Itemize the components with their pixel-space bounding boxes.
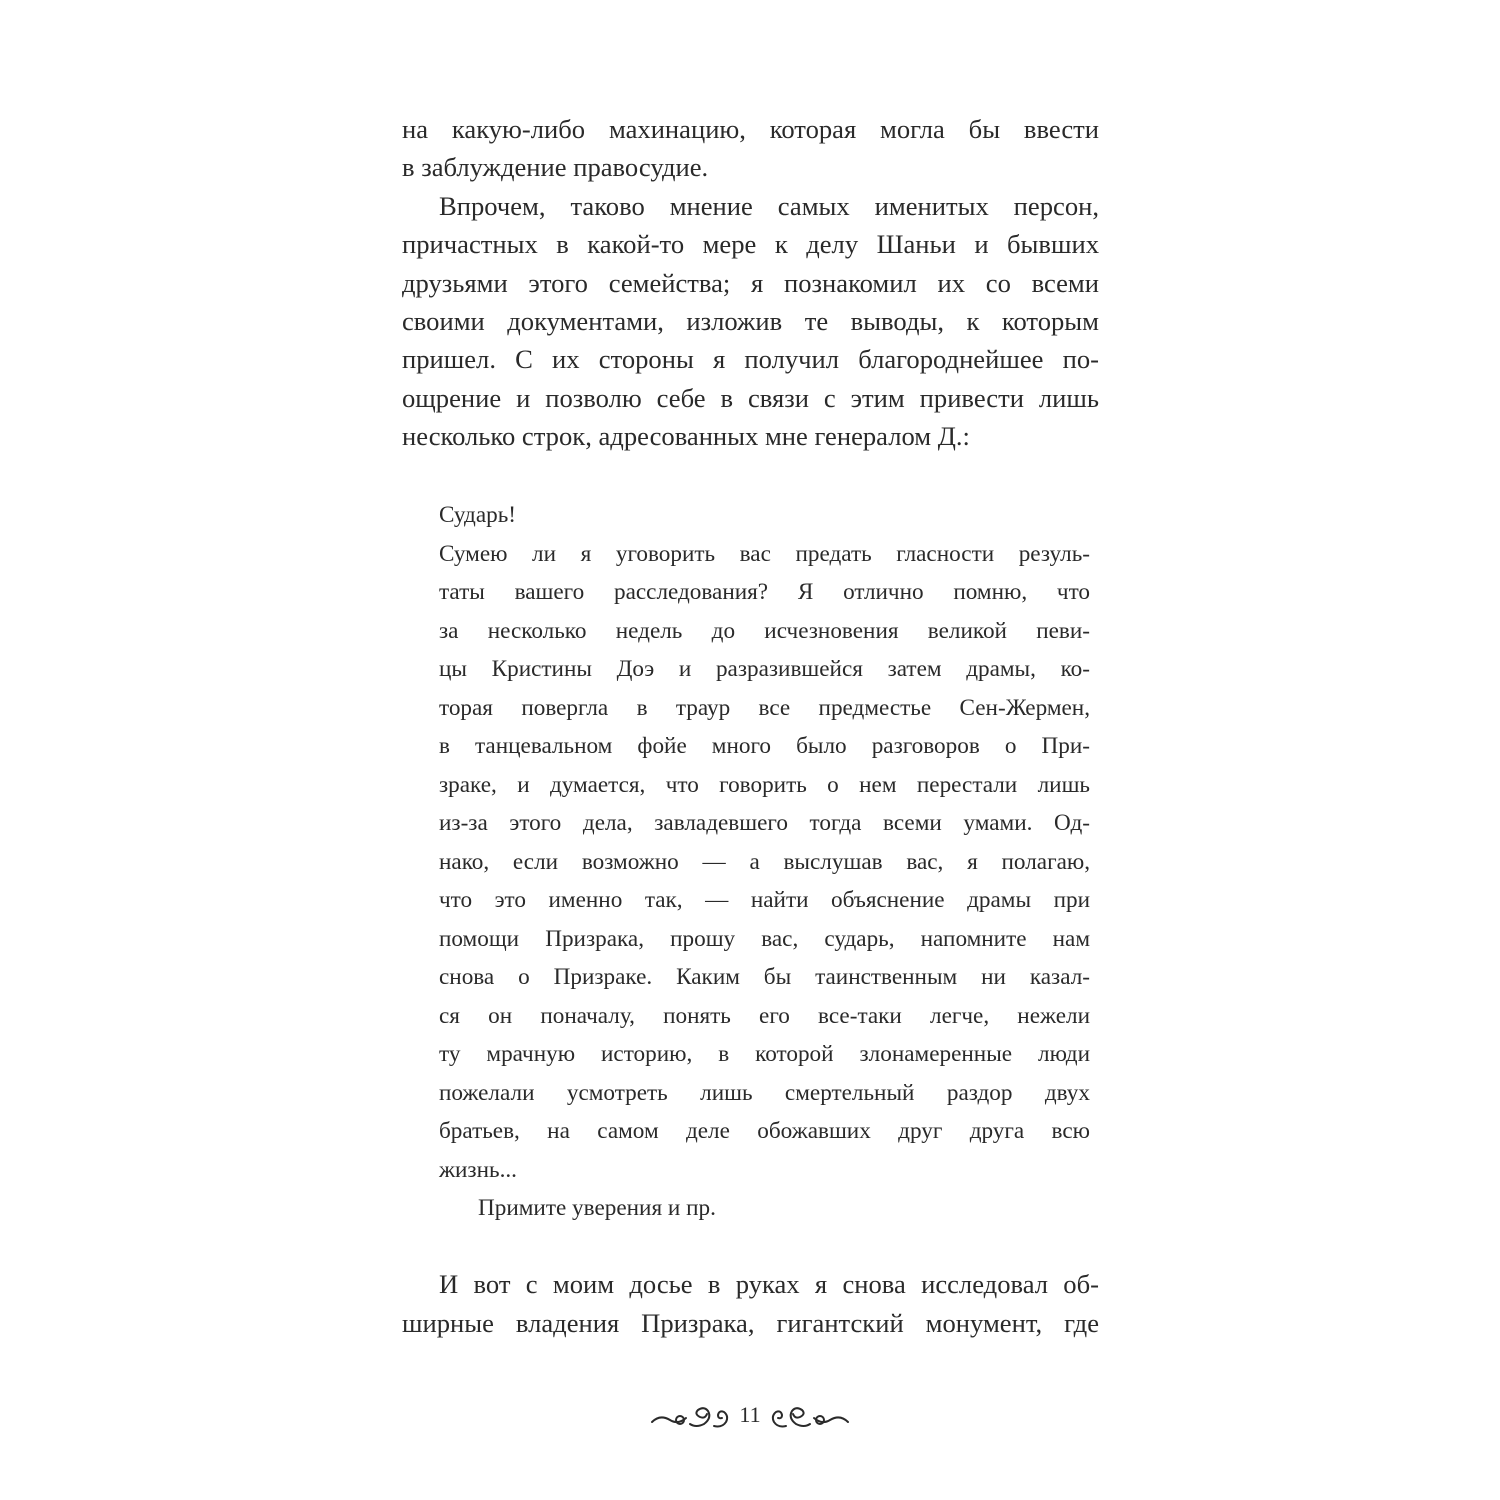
letter-closing: Примите уверения и пр. [478,1195,716,1221]
text-line: в заблуждение правосудие. [402,152,709,182]
scroll-flourish-left-icon [650,1404,732,1432]
letter-line: торая повергла в траур все предместье Сен-Жермен, [439,695,1090,721]
letter-line: таты вашего расследования? Я отлично помню, что [439,579,1090,605]
page-number: 11 [739,1402,761,1427]
page-footer [650,1398,850,1434]
letter-line: пожелали усмотреть лишь смертельный раздор двух [439,1080,1090,1106]
text-line: ощрение и позволю себе в связи с этим привести лишь [402,383,1099,413]
letter-line: что это именно так, — найти объяснение драмы при [439,887,1090,913]
text-line: ширные владения Призрака, гигантский монумент, где [402,1308,1099,1338]
scroll-flourish-right-icon [768,1404,850,1432]
text-line: друзьями этого семейства; я познакомил их со всеми [402,268,1099,298]
text-line: своими документами, изложив те выводы, к которым [402,306,1099,336]
letter-line: ту мрачную историю, в которой злонамеренные люди [439,1041,1090,1067]
letter-salutation: Сударь! [439,502,516,528]
letter-line: из-за этого дела, завладевшего тогда всеми умами. Од- [439,810,1090,836]
letter-line: зраке, и думается, что говорить о нем перестали лишь [439,772,1090,798]
text-line: причастных в какой-то мере к делу Шаньи и бывших [402,229,1099,259]
letter-line: ся он поначалу, понять его все-таки легче, нежели [439,1003,1090,1029]
text-line: Впрочем, таково мнение самых именитых персон, [439,191,1099,221]
letter-line: за несколько недель до исчезновения великой певи- [439,618,1090,644]
letter-line: братьев, на самом деле обожавших друг друга всю [439,1118,1090,1144]
letter-line: нако, если возможно — а выслушав вас, я полагаю, [439,849,1090,875]
text-line: пришел. С их стороны я получил благороднейшее по- [402,344,1099,374]
letter-line: снова о Призраке. Каким бы таинственным ни казал- [439,964,1090,990]
text-line: И вот с моим досье в руках я снова исследовал об- [439,1269,1099,1299]
letter-line: жизнь... [439,1157,517,1183]
letter-line: в танцевальном фойе много было разговоров о При- [439,733,1090,759]
text-line: несколько строк, адресованных мне генералом Д.: [402,421,970,451]
text-line: на какую-либо махинацию, которая могла бы ввести [402,114,1099,144]
letter-line: Сумею ли я уговорить вас предать гласности резуль- [439,541,1090,567]
letter-line: помощи Призрака, прошу вас, сударь, напомните нам [439,926,1090,952]
letter-line: цы Кристины Доэ и разразившейся затем драмы, ко- [439,656,1090,682]
